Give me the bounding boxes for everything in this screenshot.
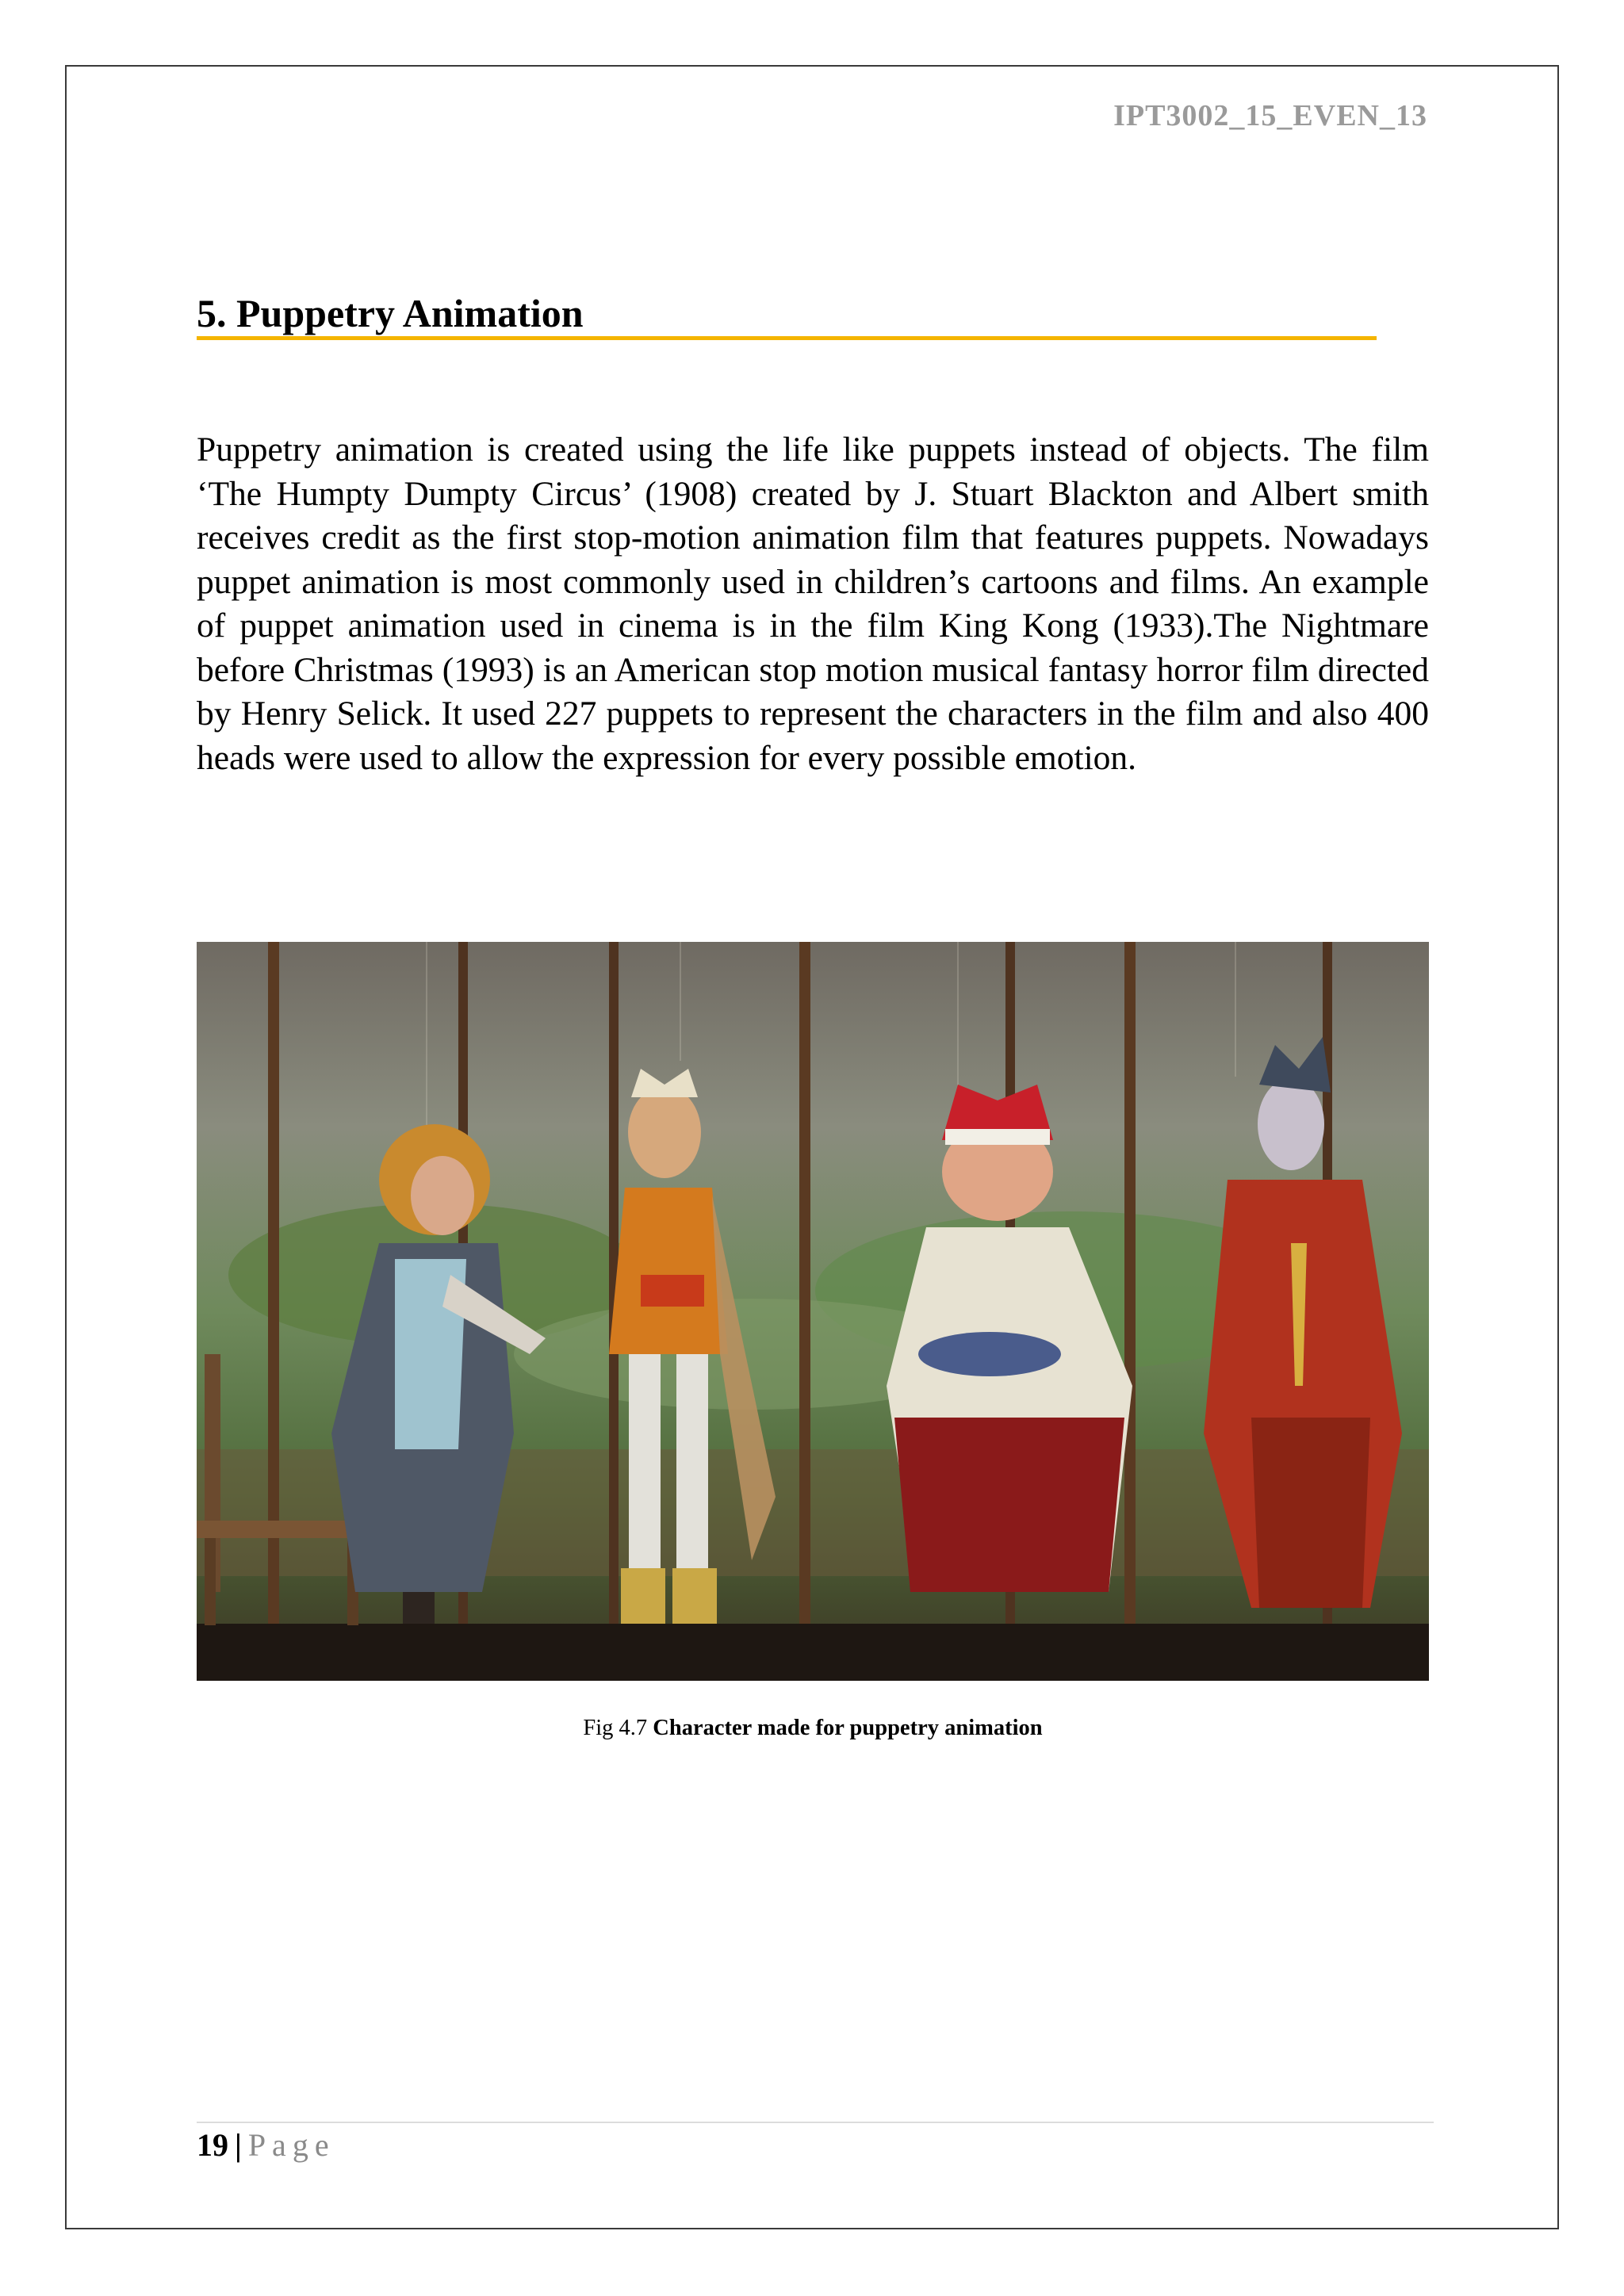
section-heading: 5. Puppetry Animation (197, 291, 584, 335)
figure-caption (197, 1716, 1429, 1741)
figure-caption-text: Character made for puppetry animation (653, 1716, 1043, 1740)
page-number: 19 (197, 2127, 228, 2163)
page-label: Page (247, 2127, 335, 2163)
puppet-photo (197, 942, 1429, 1681)
footer-separator: | (235, 2127, 242, 2163)
heading-underline (197, 336, 1377, 340)
figure-label: Fig 4.7 (583, 1716, 648, 1740)
footer-divider (197, 2122, 1434, 2123)
body-paragraph: Puppetry animation is created using the life like puppets instead of objects. The film ‘The Humpty Dumpty Circus’ (1908) created by J. Stuart Blackton and Albert smith receives credit as the first stop-motion animation film that features puppets. Nowadays puppet animation is most commonly used in children’s cartoons and films. An example of puppet animation used in cinema is in the film King Kong (1933).The Nightmare before Christmas (1993) is an American stop motion musical fantasy horror film directed by Henry Selick. It used 227 puppets to represent the characters in the film and also 400 heads were used to allow the expression for every possible emotion. (197, 430, 1429, 777)
document-code: IPT3002_15_EVEN_13 (1113, 99, 1427, 132)
page-footer (197, 2126, 335, 2164)
